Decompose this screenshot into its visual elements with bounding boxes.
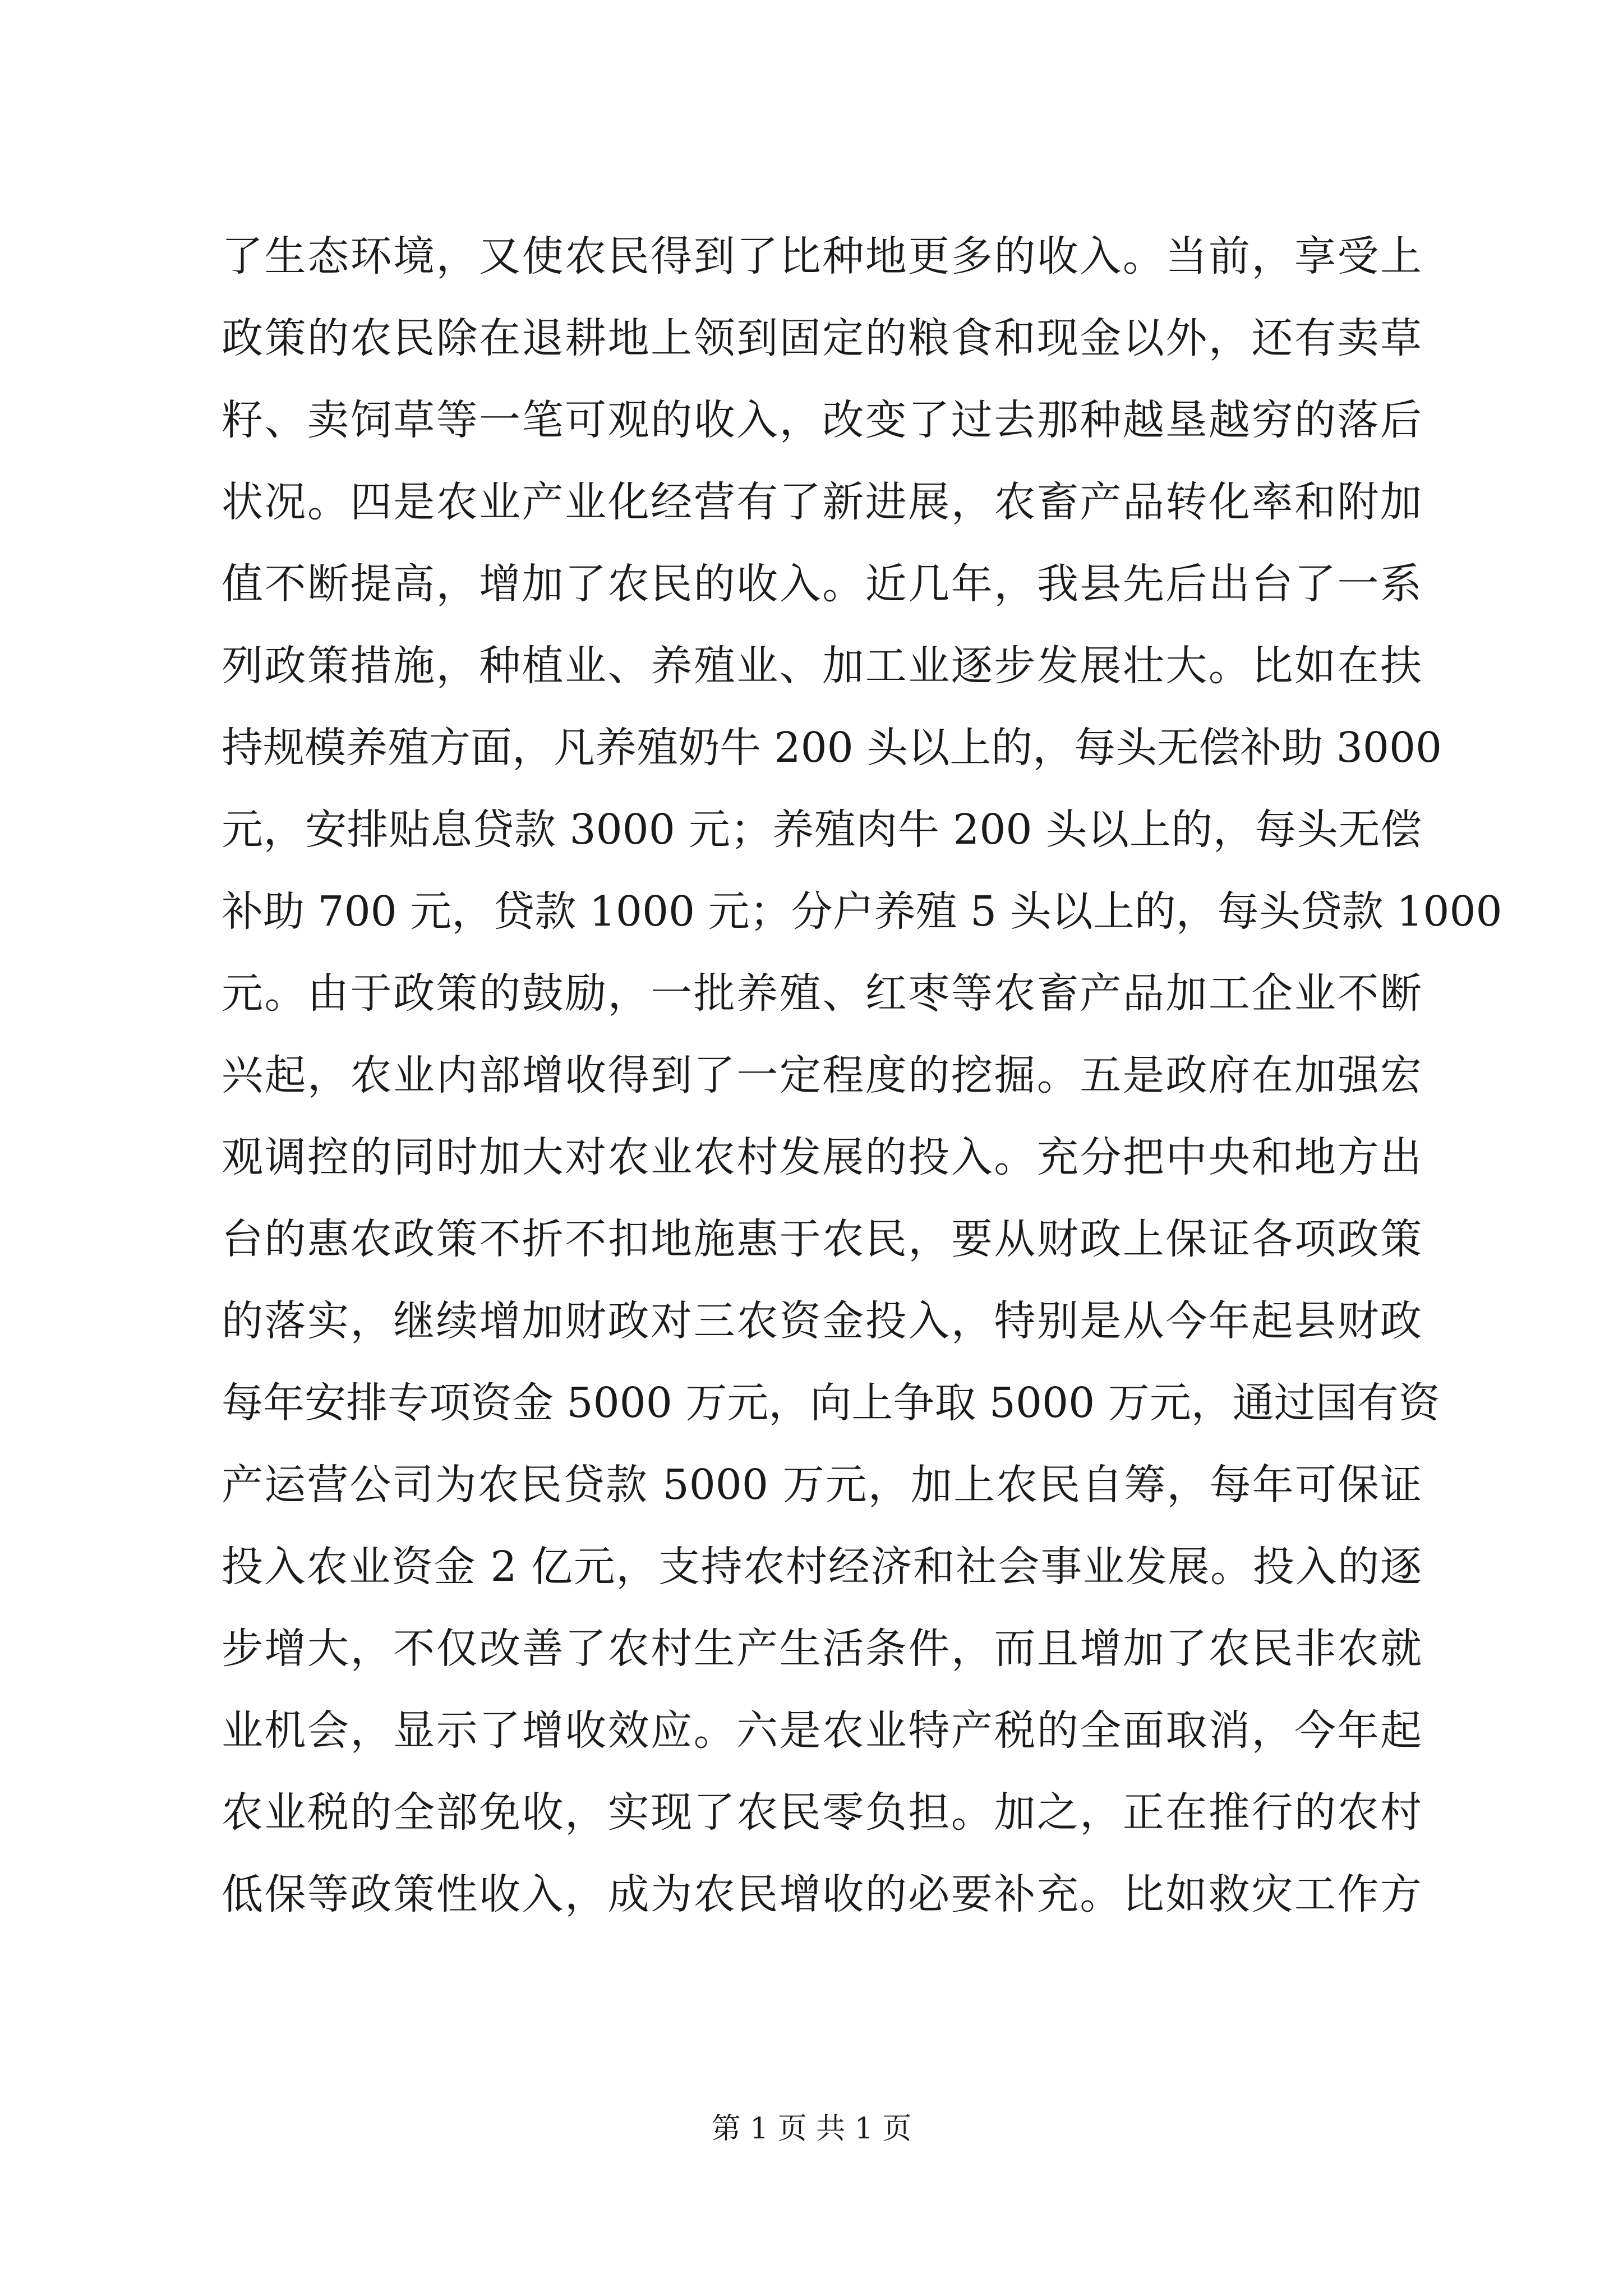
text-line: 元，安排贴息贷款 3000 元；养殖肉牛 200 头以上的，每头无偿 — [222, 806, 1422, 854]
text-line: 的落实，继续增加财政对三农资金投入，特别是从今年起县财政 — [222, 1297, 1422, 1345]
text-line: 步增大，不仅改善了农村生产生活条件，而且增加了农民非农就 — [222, 1625, 1422, 1673]
text-line: 补助 700 元，贷款 1000 元；分户养殖 5 头以上的，每头贷款 1000 — [222, 887, 1502, 936]
text-line: 兴起，农业内部增收得到了一定程度的挖掘。五是政府在加强宏 — [222, 1051, 1422, 1099]
text-line: 持规模养殖方面，凡养殖奶牛 200 头以上的，每头无偿补助 3000 — [222, 724, 1442, 772]
text-line: 状况。四是农业产业化经营有了新进展，农畜产品转化率和附加 — [222, 478, 1422, 526]
text-line: 元。由于政策的鼓励，一批养殖、红枣等农畜产品加工企业不断 — [222, 969, 1422, 1018]
text-line: 了生态环境，又使农民得到了比种地更多的收入。当前，享受上 — [222, 232, 1422, 280]
text-line: 低保等政策性收入，成为农民增收的必要补充。比如救灾工作方 — [222, 1870, 1422, 1918]
text-line: 业机会，显示了增收效应。六是农业特产税的全面取消，今年起 — [222, 1706, 1422, 1755]
text-line: 列政策措施，种植业、养殖业、加工业逐步发展壮大。比如在扶 — [222, 642, 1422, 690]
text-line: 值不断提高，增加了农民的收入。近几年，我县先后出台了一系 — [222, 560, 1422, 608]
text-line: 投入农业资金 2 亿元，支持农村经济和社会事业发展。投入的逐 — [222, 1543, 1422, 1591]
text-line: 产运营公司为农民贷款 5000 万元，加上农民自筹，每年可保证 — [222, 1461, 1422, 1509]
text-line: 籽、卖饲草等一笔可观的收入，改变了过去那种越垦越穷的落后 — [222, 396, 1422, 444]
page-footer — [0, 2109, 1623, 2148]
page-number: 第 1 页 共 1 页 — [711, 2112, 912, 2146]
text-line: 观调控的同时加大对农业农村发展的投入。充分把中央和地方出 — [222, 1133, 1422, 1181]
text-line: 每年安排专项资金 5000 万元，向上争取 5000 万元，通过国有资 — [222, 1379, 1440, 1427]
text-line: 政策的农民除在退耕地上领到固定的粮食和现金以外，还有卖草 — [222, 314, 1422, 362]
body-text — [222, 215, 1502, 1935]
text-line: 台的惠农政策不折不扣地施惠于农民，要从财政上保证各项政策 — [222, 1215, 1422, 1263]
text-line: 农业税的全部免收，实现了农民零负担。加之，正在推行的农村 — [222, 1788, 1422, 1837]
